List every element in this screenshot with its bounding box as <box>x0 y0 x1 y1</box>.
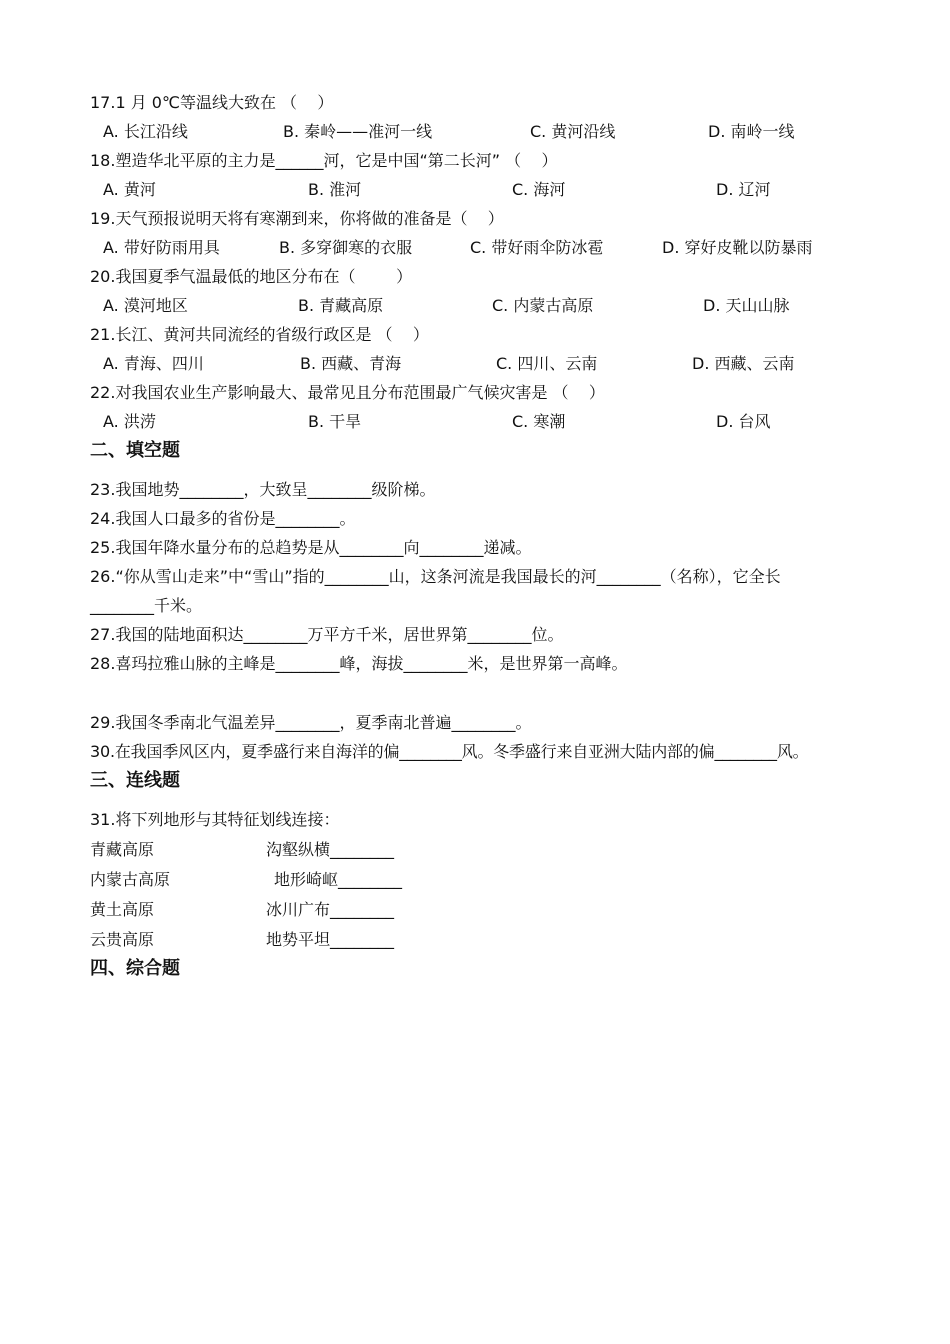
match-left-3: 黄土高原 <box>90 900 155 919</box>
fill-item-26-cont: ________千米。 <box>90 596 203 615</box>
section-comprehensive-heading: 四、综合题 <box>90 958 180 979</box>
section-match-heading: 三、连线题 <box>90 770 180 791</box>
match-right-2: 地形崎岖________ <box>274 870 403 889</box>
match-right-3: 冰川广布________ <box>266 900 395 919</box>
question-17-stem: 17.1 月 0℃等温线大致在 （ ） <box>90 93 334 112</box>
q22-option-c: C. 寒潮 <box>512 412 566 431</box>
question-18-stem: 18.塑造华北平原的主力是______河，它是中国“第二长河” （ ） <box>90 151 558 170</box>
section-fill-heading: 二、填空题 <box>90 440 180 461</box>
match-left-1: 青藏高原 <box>90 840 155 859</box>
q19-option-d: D. 穿好皮靴以防暴雨 <box>662 238 813 257</box>
q18-option-d: D. 辽河 <box>716 180 771 199</box>
question-19-stem: 19.天气预报说明天将有寒潮到来，你将做的准备是（ ） <box>90 209 504 228</box>
q21-option-a: A. 青海、四川 <box>103 354 204 373</box>
fill-item-27: 27.我国的陆地面积达________万平方千米，居世界第________位。 <box>90 625 564 644</box>
q18-option-b: B. 淮河 <box>308 180 362 199</box>
question-22-stem: 22.对我国农业生产影响最大、最常见且分布范围最广气候灾害是 （ ） <box>90 383 605 402</box>
q21-option-d: D. 西藏、云南 <box>692 354 795 373</box>
q18-option-c: C. 海河 <box>512 180 566 199</box>
fill-item-26: 26.“你从雪山走来”中“雪山”指的________山，这条河流是我国最长的河________（名称），它全长 <box>90 567 781 586</box>
q22-option-b: B. 干旱 <box>308 412 362 431</box>
q19-option-c: C. 带好雨伞防冰雹 <box>470 238 604 257</box>
match-right-1: 沟壑纵横________ <box>266 840 395 859</box>
q17-option-b: B. 秦岭——准河一线 <box>283 122 433 141</box>
fill-item-25: 25.我国年降水量分布的总趋势是从________向________递减。 <box>90 538 532 557</box>
q22-option-d: D. 台风 <box>716 412 771 431</box>
fill-item-23: 23.我国地势________，大致呈________级阶梯。 <box>90 480 436 499</box>
q17-option-a: A. 长江沿线 <box>103 122 188 141</box>
q17-option-c: C. 黄河沿线 <box>530 122 616 141</box>
q20-option-b: B. 青藏高原 <box>298 296 384 315</box>
fill-item-29: 29.我国冬季南北气温差异________，夏季南北普遍________。 <box>90 713 532 732</box>
match-prompt: 31.将下列地形与其特征划线连接： <box>90 810 340 829</box>
q20-option-d: D. 天山山脉 <box>703 296 790 315</box>
question-21-stem: 21.长江、黄河共同流经的省级行政区是 （ ） <box>90 325 429 344</box>
question-20-stem: 20.我国夏季气温最低的地区分布在（ ） <box>90 267 413 286</box>
fill-item-28: 28.喜玛拉雅山脉的主峰是________峰，海拔________米，是世界第一高峰。 <box>90 654 628 673</box>
q19-option-b: B. 多穿御寒的衣服 <box>279 238 413 257</box>
q22-option-a: A. 洪涝 <box>103 412 156 431</box>
match-left-4: 云贵高原 <box>90 930 155 949</box>
match-right-4: 地势平坦________ <box>266 930 395 949</box>
q21-option-b: B. 西藏、青海 <box>300 354 402 373</box>
q18-option-a: A. 黄河 <box>103 180 156 199</box>
q20-option-a: A. 漠河地区 <box>103 296 188 315</box>
fill-item-24: 24.我国人口最多的省份是________。 <box>90 509 356 528</box>
match-left-2: 内蒙古高原 <box>90 870 171 889</box>
q21-option-c: C. 四川、云南 <box>496 354 598 373</box>
fill-item-30: 30.在我国季风区内，夏季盛行来自海洋的偏________风。冬季盛行来自亚洲大陆内部的偏________风。 <box>90 742 809 761</box>
q17-option-d: D. 南岭一线 <box>708 122 795 141</box>
q19-option-a: A. 带好防雨用具 <box>103 238 220 257</box>
q20-option-c: C. 内蒙古高原 <box>492 296 594 315</box>
